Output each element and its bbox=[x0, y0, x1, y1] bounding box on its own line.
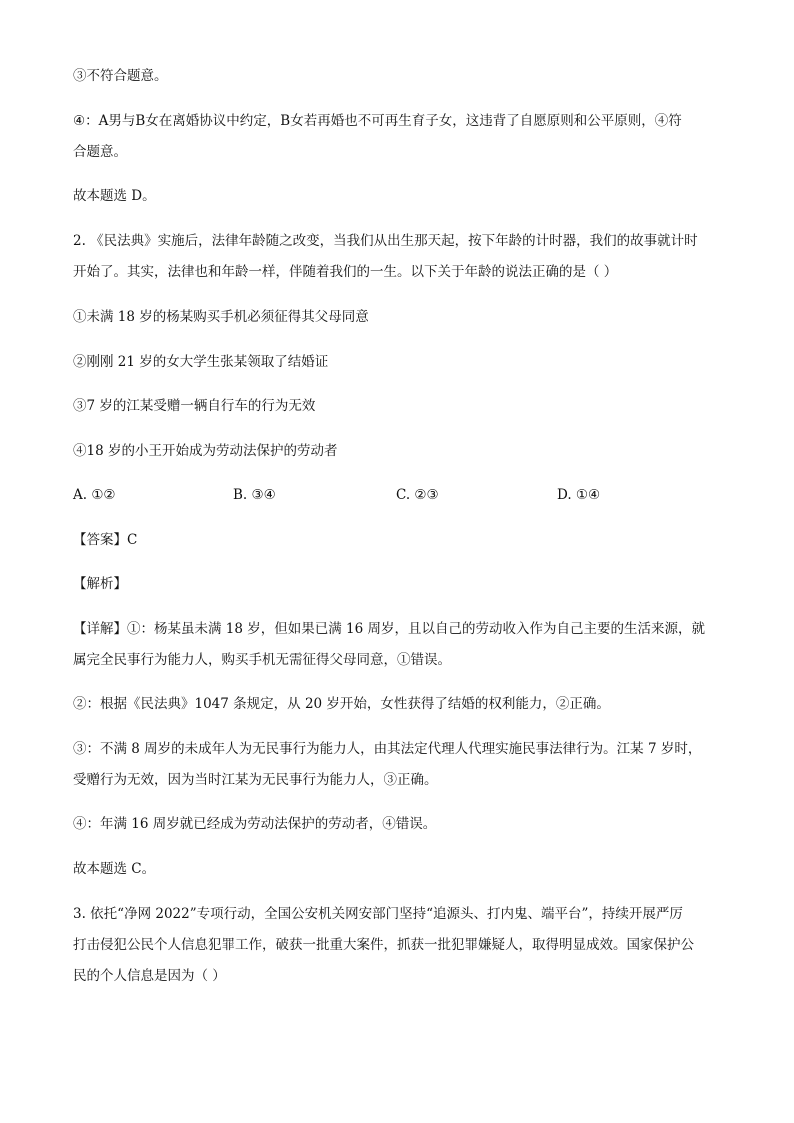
q2-answer bbox=[73, 530, 137, 550]
q2-statement-3: ③7 岁的江某受赠一辆自行车的行为无效 bbox=[73, 398, 316, 414]
q2-detail-1-line2: 属完全民事行为能力人，购买手机无需征得父母同意，①错误。 bbox=[73, 652, 451, 668]
q1-statement-3-note: ③不符合题意。 bbox=[73, 68, 168, 84]
answer-value: C bbox=[127, 532, 138, 548]
q3-stem-line1: 3. 依托“净网 2022”专项行动，全国公安机关网安部门坚持“追源头、打内鬼、端平台”，持续开展严厉 bbox=[73, 906, 683, 922]
detail-1-text: ①：杨某虽未满 18 岁，但如果已满 16 周岁，且以自己的劳动收入作为自己主要的生活来源，就 bbox=[127, 621, 706, 637]
q1-conclusion: 故本题选 D。 bbox=[73, 188, 156, 204]
q2-detail-4: ④：年满 16 周岁就已经成为劳动法保护的劳动者，④错误。 bbox=[73, 816, 437, 832]
q2-stem-line2: 开始了。其实，法律也和年龄一样，伴随着我们的一生。以下关于年龄的说法正确的是（ ） bbox=[73, 264, 618, 280]
q2-detail-1-line1 bbox=[73, 619, 705, 639]
q1-statement-4-note-line2: 合题意。 bbox=[73, 144, 127, 160]
q2-stem-line1: 2. 《民法典》实施后，法律年龄随之改变，当我们从出生那天起，按下年龄的计时器，我们的故事就计时 bbox=[73, 233, 698, 249]
q2-option-a: A. ①② bbox=[73, 487, 116, 503]
q2-analysis-tag: 【解析】 bbox=[73, 576, 127, 592]
q2-option-b: B. ③④ bbox=[233, 487, 276, 503]
answer-tag: 【答案】 bbox=[73, 532, 127, 548]
q2-detail-2: ②：根据《民法典》1047 条规定，从 20 岁开始，女性获得了结婚的权利能力，②正确。 bbox=[73, 696, 610, 712]
q1-statement-4-note-line1: ④：A男与B女在离婚协议中约定，B女若再婚也不可再生育子女，这违背了自愿原则和公平原则，④符 bbox=[73, 113, 682, 129]
q2-detail-3-line1: ③：不满 8 周岁的未成年人为无民事行为能力人，由其法定代理人代理实施民事法律行为。江某 7 岁时， bbox=[73, 741, 702, 757]
q2-option-c: C. ②③ bbox=[396, 487, 439, 503]
q3-stem-line2: 打击侵犯公民个人信息犯罪工作，破获一批重大案件，抓获一批犯罪嫌疑人，取得明显成效。国家保护公 bbox=[73, 937, 694, 953]
q2-detail-3-line2: 受赠行为无效，因为当时江某为无民事行为能力人，③正确。 bbox=[73, 772, 438, 788]
q2-statement-2: ②刚刚 21 岁的女大学生张某领取了结婚证 bbox=[73, 354, 329, 370]
q2-statement-4: ④18 岁的小王开始成为劳动法保护的劳动者 bbox=[73, 443, 338, 459]
q2-statement-1: ①未满 18 岁的杨某购买手机必须征得其父母同意 bbox=[73, 309, 369, 325]
detail-tag: 【详解】 bbox=[73, 621, 127, 637]
q3-stem-line3: 民的个人信息是因为（ ） bbox=[73, 968, 226, 984]
q2-option-d: D. ①④ bbox=[557, 487, 601, 503]
q2-conclusion: 故本题选 C。 bbox=[73, 861, 156, 877]
